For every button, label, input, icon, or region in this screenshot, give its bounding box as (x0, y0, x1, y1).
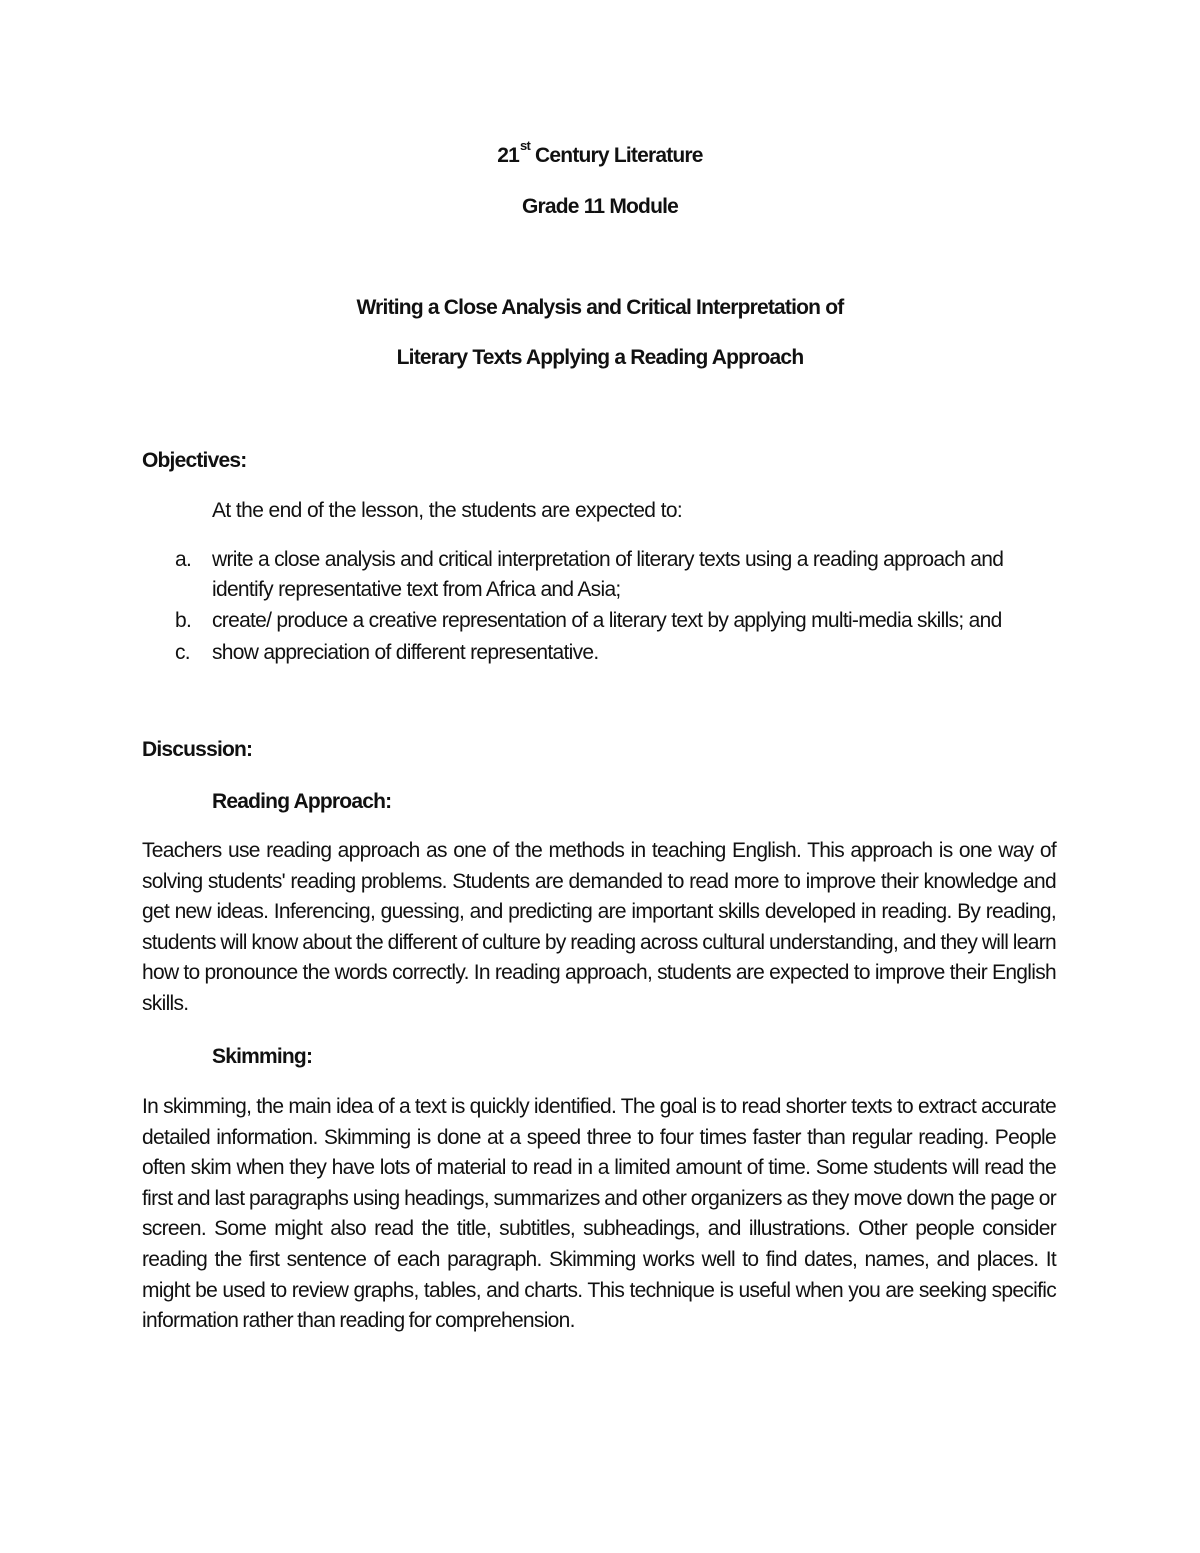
list-item-text: write a close analysis and critical interpretation of literary texts using a reading approach and identify representative text from Africa and Asia; (212, 548, 1004, 601)
lesson-heading-line-2: Literary Texts Applying a Reading Approach (396, 346, 804, 369)
skimming-paragraph: In skimming, the main idea of a text is quickly identified. The goal is to read shorter texts to extract accurate detailed information. Skimming is done at a speed three to four times faster than regular reading. People often skim when they have lots of material to read in a limited amount of time. Some students will read the first and last paragraphs using headings, summarizes and other organizers as they move down the page or screen. Some might also read the title, subtitles, subheadings, and illustrations. Other people consider reading the first sentence of each paragraph. Skimming works well to find dates, names, and places. It might be used to review graphs, tables, and charts. This technique is useful when you are seeking specific information rather than reading for comprehension. (142, 1095, 1056, 1333)
list-item-text: create/ produce a creative representation of a literary text by applying multi-media skills; and (212, 609, 1002, 632)
objective-item-c (142, 638, 1056, 669)
discussion-heading: Discussion: (142, 738, 253, 761)
list-marker: a. (175, 548, 192, 571)
list-marker: b. (175, 609, 192, 632)
title-superscript: st (520, 138, 531, 153)
skimming-heading: Skimming: (212, 1045, 313, 1068)
lesson-heading-line-1: Writing a Close Analysis and Critical Interpretation of (356, 296, 844, 319)
reading-approach-paragraph: Teachers use reading approach as one of the methods in teaching English. This approach is one way of solving students' reading problems. Students are demanded to read more to improve their knowledge and get new ideas. Inferencing, guessing, and predicting are important skills developed in reading. By reading, students will know about the different of culture by reading across cultural understanding, and they will learn how to pronounce the words correctly. In reading approach, students are expected to improve their English skills. (142, 839, 1056, 1015)
title-number: 21 (497, 144, 520, 167)
list-marker: c. (175, 641, 190, 664)
objectives-intro: At the end of the lesson, the students are expected to: (212, 499, 683, 522)
objectives-heading: Objectives: (142, 449, 247, 472)
list-item-text: show appreciation of different representative. (212, 641, 599, 664)
reading-approach-heading: Reading Approach: (212, 790, 392, 813)
document-title (0, 140, 1200, 171)
title-text: Century Literature (530, 144, 703, 167)
objective-item-a (142, 545, 1056, 607)
document-subtitle: Grade 11 Module (521, 195, 679, 218)
objective-item-b (142, 606, 1056, 637)
